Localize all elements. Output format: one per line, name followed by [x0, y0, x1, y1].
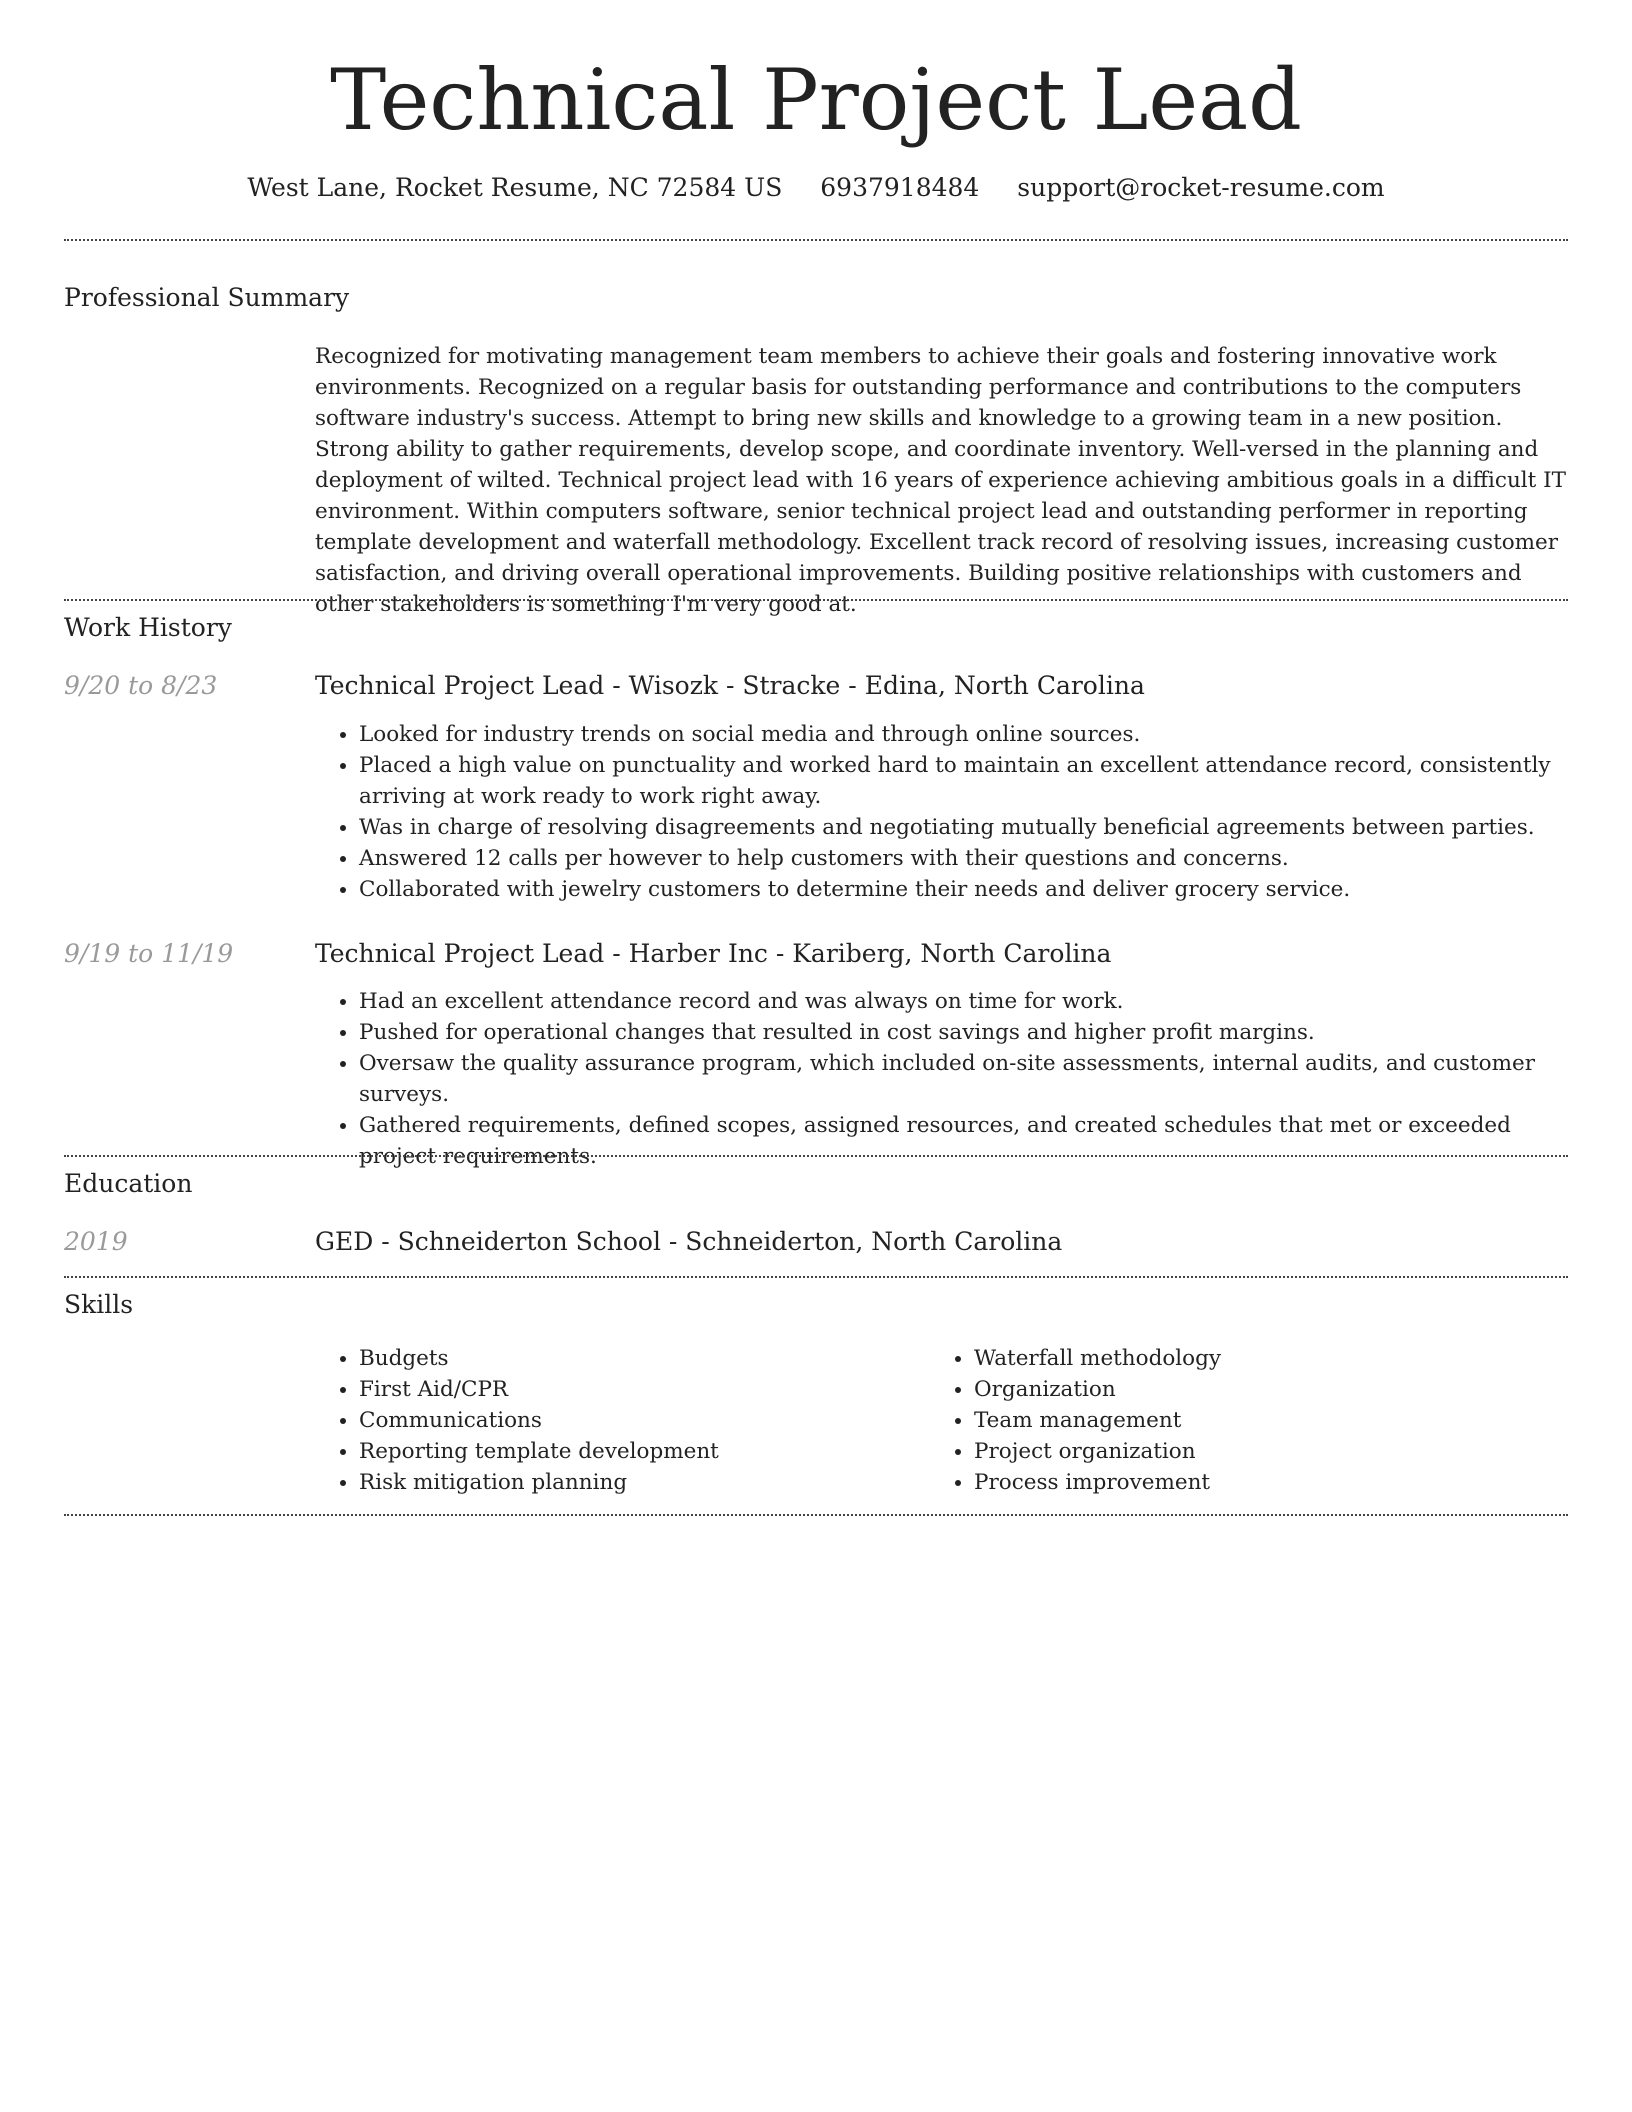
section-divider — [64, 1514, 1568, 1516]
work-history-heading: Work History — [64, 613, 232, 642]
contact-phone: 6937918484 — [820, 173, 980, 202]
list-item: • Collaborated with jewelry customers to determine their needs and deliver grocery service. — [359, 874, 1555, 905]
education-degree: GED - Schneiderton School - Schneiderton, North Carolina — [315, 1227, 1063, 1256]
summary-text: Recognized for motivating management team members to achieve their goals and fostering innovative work environments. Recognized on a regular basis for outstanding performance and contributions to the computers software industry's success. Attempt to bring new skills and knowledge to a growing team in a new position. Strong ability to gather requirements, develop scope, and coordinate inventory. Well-versed in the planning and deployment of wilted. Technical project lead with 16 years of experience achieving ambitious goals in a difficult IT environment. Within computers software, senior technical project lead and outstanding performer in reporting template development and waterfall methodology. Excellent track record of resolving issues, increasing customer satisfaction, and driving overall operational improvements. Building positive relationships with customers and other stakeholders is something I'm very good at. — [315, 344, 1566, 617]
list-item: • Gathered requirements, defined scopes, assigned resources, and created schedules that met or exceeded project requirements. — [359, 1110, 1555, 1172]
list-item: • Pushed for operational changes that resulted in cost savings and higher profit margins. — [359, 1017, 1555, 1048]
education-heading: Education — [64, 1169, 193, 1198]
skills-heading: Skills — [64, 1290, 134, 1319]
contact-address: West Lane, Rocket Resume, NC 72584 US — [247, 173, 783, 202]
list-item: • Oversaw the quality assurance program, which included on-site assessments, internal audits, and customer surveys. — [359, 1048, 1555, 1110]
skill-item: • Project organization — [974, 1436, 1221, 1467]
list-item: • Was in charge of resolving disagreements and negotiating mutually beneficial agreements between parties. — [359, 812, 1555, 843]
skills-list-right — [930, 1343, 1221, 1498]
section-divider — [64, 1276, 1568, 1278]
list-item: • Looked for industry trends on social media and through online sources. — [359, 719, 1555, 750]
skill-item: • Waterfall methodology — [974, 1343, 1221, 1374]
list-item: • Had an excellent attendance record and was always on time for work. — [359, 986, 1555, 1017]
skill-item: • Process improvement — [974, 1467, 1221, 1498]
job-dates: 9/19 to 11/19 — [64, 939, 234, 968]
skill-item: • Budgets — [359, 1343, 719, 1374]
summary-heading: Professional Summary — [64, 283, 350, 312]
skills-list-left — [315, 1343, 719, 1498]
resume-name: Technical Project Lead — [330, 51, 1302, 149]
education-year: 2019 — [64, 1227, 128, 1256]
list-item: • Answered 12 calls per however to help customers with their questions and concerns. — [359, 843, 1555, 874]
skill-item: • Communications — [359, 1405, 719, 1436]
contact-line — [0, 170, 1632, 206]
contact-email: support@rocket-resume.com — [1017, 173, 1385, 202]
skill-item: • Organization — [974, 1374, 1221, 1405]
job-bullets — [315, 719, 1555, 905]
skill-item: • Risk mitigation planning — [359, 1467, 719, 1498]
skill-item: • Team management — [974, 1405, 1221, 1436]
skill-item: • Reporting template development — [359, 1436, 719, 1467]
job-title: Technical Project Lead - Wisozk - Stracke - Edina, North Carolina — [315, 671, 1145, 700]
skill-item: • First Aid/CPR — [359, 1374, 719, 1405]
section-divider — [64, 239, 1568, 241]
section-divider — [64, 1155, 1568, 1157]
job-title: Technical Project Lead - Harber Inc - Kariberg, North Carolina — [315, 939, 1112, 968]
list-item: • Placed a high value on punctuality and worked hard to maintain an excellent attendance record, consistently arriving at work ready to work right away. — [359, 750, 1555, 812]
job-bullets — [315, 986, 1555, 1172]
job-dates: 9/20 to 8/23 — [64, 671, 218, 700]
section-divider — [64, 599, 1568, 601]
